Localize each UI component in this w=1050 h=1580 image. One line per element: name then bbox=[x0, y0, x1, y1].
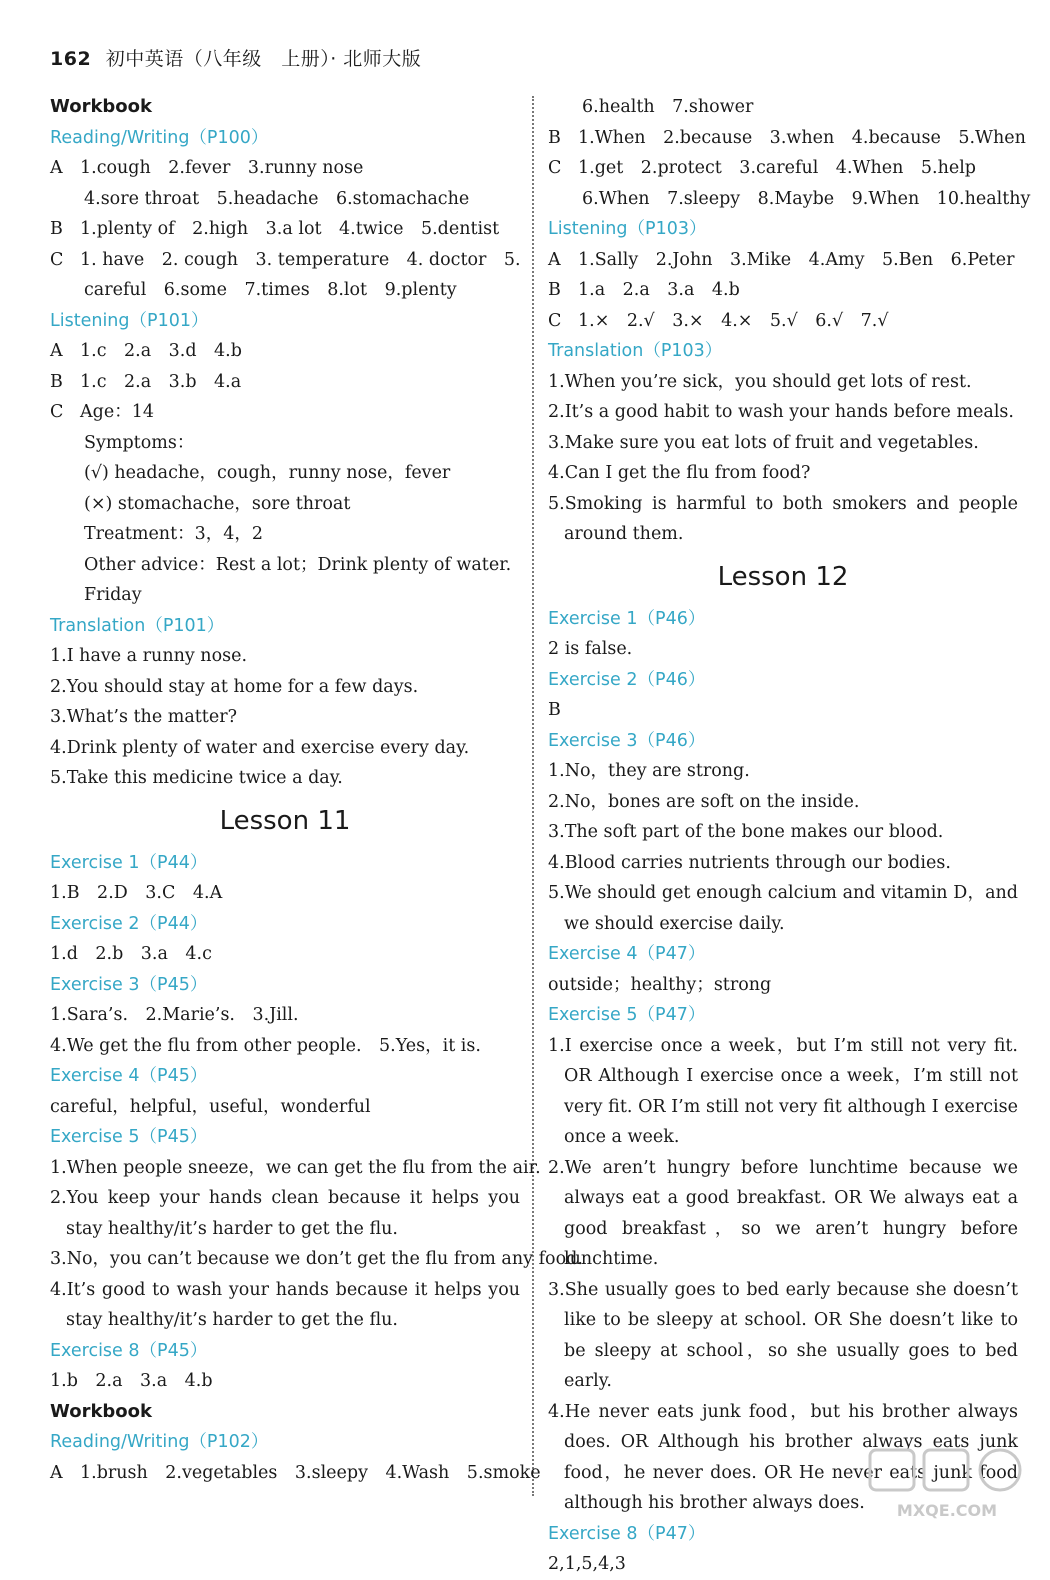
answer-line: B 1.c 2.a 3.b 4.a bbox=[50, 371, 242, 392]
answer-line: 5.Smoking is harmful to both smokers and people around them. bbox=[548, 493, 1018, 544]
left-column bbox=[50, 92, 583, 1488]
watermark-text: MXQE.COM bbox=[896, 1501, 998, 1520]
answer-line: 4.sore throat 5.headache 6.stomachache bbox=[84, 188, 470, 209]
answer-line: 3.No，you can’t because we don’t get the flu from any food. bbox=[50, 1249, 583, 1269]
section-heading: Exercise 3（P45） bbox=[50, 974, 208, 995]
section-heading: Exercise 5（P45） bbox=[50, 1127, 208, 1147]
workbook-heading: Workbook bbox=[50, 1400, 153, 1422]
answer-line: 4.It’s good to wash your hands because it helps you stay healthy/it’s harder to get the flu. bbox=[50, 1279, 520, 1330]
answer-line: B 1.When 2.because 3.when 4.because 5.When bbox=[548, 127, 1026, 148]
answer-line: C Age：14 bbox=[50, 402, 154, 422]
answer-line: 2.You keep your hands clean because it helps you stay healthy/it’s harder to get the flu. bbox=[50, 1188, 520, 1239]
answer-line: 4.He never eats junk food，but his brother always does. OR Although his brother always eats junk food，he never does. OR He never eats junk food although his brother always does. bbox=[548, 1401, 1018, 1513]
answer-line: 1.B 2.D 3.C 4.A bbox=[50, 883, 223, 903]
answer-line: (×) stomachache，sore throat bbox=[84, 493, 351, 514]
answer-line: C 1. have 2. cough 3. temperature 4. doctor 5. bbox=[50, 249, 521, 270]
section-heading: Exercise 1（P44） bbox=[50, 852, 208, 873]
answer-line: 2.It’s a good habit to wash your hands before meals. bbox=[548, 402, 1014, 422]
answer-line: (√) headache，cough，runny nose，fever bbox=[84, 463, 451, 483]
answer-line: 4.We get the flu from other people. 5.Yes，it is. bbox=[50, 1035, 481, 1056]
answer-line: C 1.× 2.√ 3.× 4.× 5.√ 6.√ 7.√ bbox=[548, 310, 889, 331]
answer-line: 2.We aren’t hungry before lunchtime because we always eat a good breakfast. OR We always eat a good breakfast，so we aren’t hungry before lunchtime. bbox=[548, 1157, 1018, 1269]
page-header bbox=[50, 44, 421, 71]
section-heading: Listening（P101） bbox=[50, 310, 209, 331]
answer-line: 2,1,5,4,3 bbox=[548, 1554, 626, 1574]
section-heading: Exercise 5（P47） bbox=[548, 1005, 706, 1025]
section-heading: Exercise 1（P46） bbox=[548, 608, 706, 629]
answer-line: 4.Can I get the flu from food? bbox=[548, 463, 811, 483]
section-heading: Reading/Writing（P100） bbox=[50, 127, 269, 148]
answer-line: 1.b 2.a 3.a 4.b bbox=[50, 1371, 213, 1391]
answer-line: A 1.brush 2.vegetables 3.sleepy 4.Wash 5.smoke bbox=[50, 1462, 541, 1483]
answer-line: B bbox=[548, 700, 561, 720]
lesson-title: Lesson 12 bbox=[717, 561, 849, 592]
answer-line: 3.Make sure you eat lots of fruit and vegetables. bbox=[548, 432, 979, 453]
section-heading: Listening（P103） bbox=[548, 219, 707, 239]
answer-line: 5.Take this medicine twice a day. bbox=[50, 768, 343, 788]
answer-line: 5.We should get enough calcium and vitamin D，and we should exercise daily. bbox=[548, 883, 1018, 934]
section-heading: Exercise 4（P47） bbox=[548, 944, 706, 964]
answer-line: A 1.c 2.a 3.d 4.b bbox=[50, 341, 242, 361]
answer-line: 2.You should stay at home for a few days. bbox=[50, 676, 419, 697]
answer-line: 3.She usually goes to bed early because she doesn’t like to be sleepy at school. OR She doesn’t like to be sleepy at school，so she usually goes to bed early. bbox=[548, 1279, 1018, 1391]
section-heading: Exercise 8（P47） bbox=[548, 1523, 706, 1544]
answer-line: 1.When people sneeze，we can get the flu from the air. bbox=[50, 1157, 541, 1178]
section-heading: Translation（P103） bbox=[548, 341, 723, 361]
answer-line: Symptoms： bbox=[84, 432, 195, 453]
answer-line: 1.Sara’s. 2.Marie’s. 3.Jill. bbox=[50, 1005, 299, 1025]
section-heading: Exercise 4（P45） bbox=[50, 1066, 208, 1086]
answer-line: careful，helpful，useful，wonderful bbox=[50, 1096, 371, 1117]
answer-line: B 1.a 2.a 3.a 4.b bbox=[548, 280, 740, 300]
answer-line: 4.Drink plenty of water and exercise every day. bbox=[50, 737, 470, 758]
answer-line: careful 6.some 7.times 8.lot 9.plenty bbox=[84, 280, 457, 300]
watermark-logo bbox=[862, 1444, 1032, 1524]
lesson-title: Lesson 11 bbox=[219, 805, 351, 836]
answer-line: Friday bbox=[84, 585, 142, 605]
answer-line: Treatment：3，4，2 bbox=[84, 524, 264, 544]
page-number: 162 bbox=[50, 48, 92, 70]
answer-line: 1.I exercise once a week，but I’m still not very fit. OR Although I exercise once a week，I’m still not very fit. OR I’m still not very fit although I exercise once a week. bbox=[548, 1035, 1018, 1147]
answer-line: 3.What’s the matter? bbox=[50, 707, 237, 727]
answer-line: 1.No，they are strong. bbox=[548, 761, 750, 781]
answer-line: outside；healthy；strong bbox=[548, 974, 772, 995]
answer-line: Other advice：Rest a lot；Drink plenty of water. bbox=[84, 554, 512, 575]
section-heading: Exercise 8（P45） bbox=[50, 1340, 208, 1361]
answer-line: 2 is false. bbox=[548, 639, 633, 659]
workbook-heading: Workbook bbox=[50, 96, 153, 117]
section-heading: Exercise 2（P46） bbox=[548, 669, 706, 690]
answer-line: 1.d 2.b 3.a 4.c bbox=[50, 944, 212, 964]
answer-line: 1.When you’re sick，you should get lots of rest. bbox=[548, 371, 972, 392]
book-title: 初中英语（八年级 上册）· 北师大版 bbox=[105, 48, 422, 70]
answer-line: 6.health 7.shower bbox=[582, 97, 754, 117]
answer-line: A 1.cough 2.fever 3.runny nose bbox=[50, 158, 364, 178]
section-heading: Translation（P101） bbox=[50, 615, 225, 636]
section-heading: Exercise 3（P46） bbox=[548, 730, 706, 751]
column-divider bbox=[532, 96, 534, 1496]
section-heading: Reading/Writing（P102） bbox=[50, 1432, 269, 1452]
answer-line: 3.The soft part of the bone makes our blood. bbox=[548, 822, 944, 842]
answer-line: 6.When 7.sleepy 8.Maybe 9.When 10.healthy bbox=[582, 188, 1031, 209]
answer-line: 4.Blood carries nutrients through our bodies. bbox=[548, 852, 951, 873]
answer-line: C 1.get 2.protect 3.careful 4.When 5.help bbox=[548, 158, 977, 178]
right-column bbox=[548, 92, 1031, 1580]
answer-line: A 1.Sally 2.John 3.Mike 4.Amy 5.Ben 6.Peter bbox=[548, 249, 1015, 270]
answer-line: 2.No，bones are soft on the inside. bbox=[548, 791, 860, 812]
answer-line: 1.I have a runny nose. bbox=[50, 646, 248, 666]
answer-line: B 1.plenty of 2.high 3.a lot 4.twice 5.dentist bbox=[50, 219, 500, 239]
section-heading: Exercise 2（P44） bbox=[50, 913, 208, 934]
